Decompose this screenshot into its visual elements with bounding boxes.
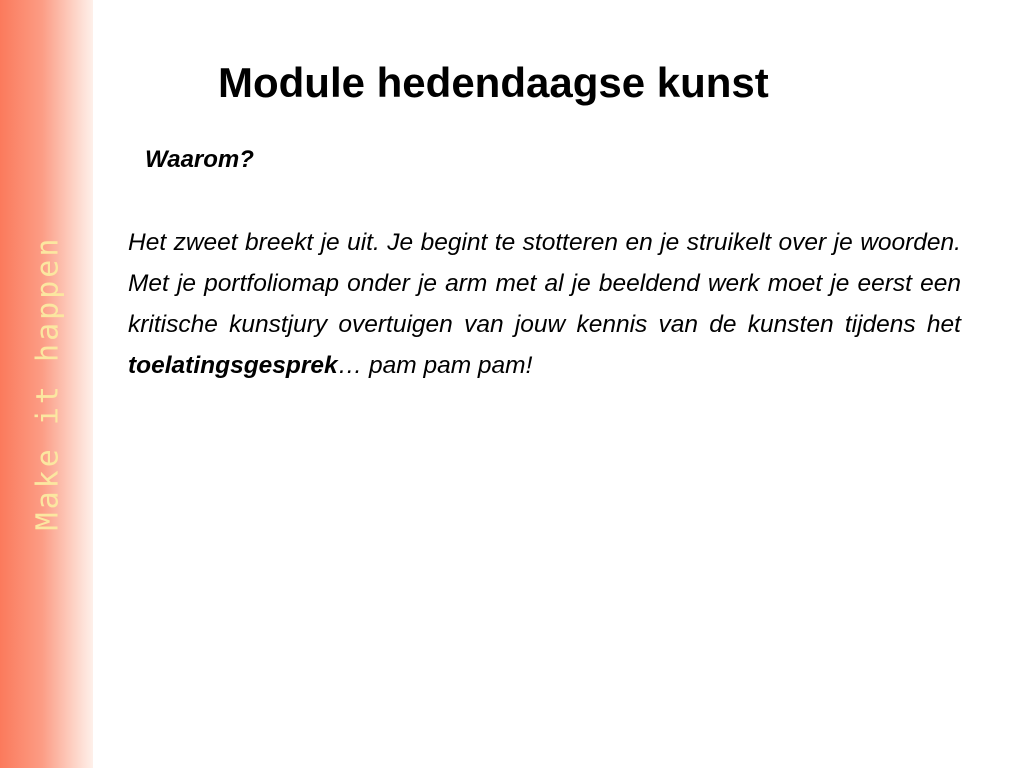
slide-subtitle: Waarom? xyxy=(145,146,254,173)
body-text-part2: … pam pam pam! xyxy=(337,352,533,379)
body-text-emphasis: toelatingsgesprek xyxy=(128,352,338,379)
body-text-part1: Het zweet breekt je uit. Je begint te stotteren en je struikelt over je woorden. Met je portfoliomap onder je arm met al je beeldend werk moet je eerst een kritische kunstjury overtuigen van jouw kennis van de kunsten tijdens het xyxy=(128,229,961,338)
sidebar-tagline: Make it happen xyxy=(30,235,66,531)
slide-title: Module hedendaagse kunst xyxy=(218,59,769,106)
body-paragraph xyxy=(128,222,961,386)
side-gradient-band xyxy=(0,0,93,768)
